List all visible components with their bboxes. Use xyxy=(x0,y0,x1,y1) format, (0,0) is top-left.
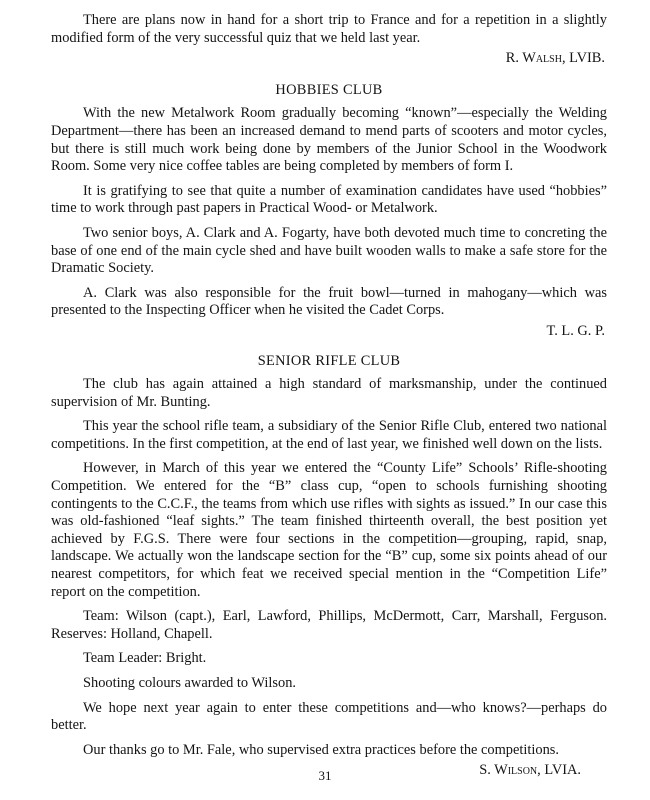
intro-signature-form: , LVIB. xyxy=(561,50,605,67)
rifle-paragraph-thanks: Our thanks go to Mr. Fale, who supervised extra practices before the competitions. xyxy=(83,741,559,758)
intro-signature-name: R. Walsh xyxy=(505,50,562,67)
rifle-signature-name: S. Wilson xyxy=(479,762,538,779)
hobbies-club-heading: HOBBIES CLUB xyxy=(275,81,383,98)
hobbies-paragraph-4: A. Clark was also responsible for the fruit bowl—turned in mahogany—which was presented to the Inspecting Officer when he visited the Cadet Corps. xyxy=(51,284,607,319)
rifle-signature-form: , LVIA. xyxy=(537,762,581,779)
rifle-paragraph-3: However, in March of this year we entered the “County Life” Schools’ Rifle-shooting Competition. We entered for the “B” class cup, “open to schools furnishing shooting contingents to the C.C.F., the teams from which use rifles with sights as issued.” In our case this was old-fashioned “leaf sights.” The team finished thirteenth overall, the best position yet achieved by F.G.S. There were four sections in the competition—grouping, rapid, snap, landscape. We actually won the landscape section for the “B” cup, some six points ahead of our nearest competitors, for which feat we received special mention in the “Competition Life” report on the competition. xyxy=(51,460,607,600)
hobbies-signature: T. L. G. P. xyxy=(546,322,605,339)
rifle-shooting-colours: Shooting colours awarded to Wilson. xyxy=(83,675,296,691)
rifle-team-list: Team: Wilson (capt.), Earl, Lawford, Phillips, McDermott, Carr, Marshall, Ferguson. Reserves: Holland, Chapell. xyxy=(51,608,607,642)
rifle-paragraph-2: This year the school rifle team, a subsidiary of the Senior Rifle Club, entered two national competitions. In the first competition, at the end of last year, we finished well down on the lists. xyxy=(51,418,607,452)
intro-paragraph: There are plans now in hand for a short trip to France and for a repetition in a slightly modified form of the very successful quiz that we held last year. xyxy=(51,12,607,46)
intro-signature xyxy=(51,50,607,68)
rifle-paragraph-1: The club has again attained a high standard of marksmanship, under the continued supervision of Mr. Bunting. xyxy=(51,376,607,410)
page-number: 31 xyxy=(318,768,332,783)
hobbies-paragraph-3: Two senior boys, A. Clark and A. Fogarty, have both devoted much time to concreting the base of one end of the main cycle shed and have built wooden walls to make a safe store for the Dramatic Society. xyxy=(51,224,607,277)
hobbies-paragraph-2: It is gratifying to see that quite a number of examination candidates have used “hobbies” time to work through past papers in Practical Wood- or Metalwork. xyxy=(51,182,607,217)
rifle-paragraph-hopes: We hope next year again to enter these competitions and—who knows?—perhaps do better. xyxy=(51,699,607,734)
hobbies-paragraph-1: With the new Metalwork Room gradually becoming “known”—especially the Welding Department—there has been an increased demand to mend parts of scooters and motor cycles, but there is still much work being done by members of the Junior School in the Woodwork Room. Some very nice coffee tables are being completed by members of form I. xyxy=(51,105,607,175)
document-page xyxy=(51,12,607,780)
rifle-team-leader: Team Leader: Bright. xyxy=(83,650,207,667)
senior-rifle-club-heading: SENIOR RIFLE CLUB xyxy=(257,352,401,369)
